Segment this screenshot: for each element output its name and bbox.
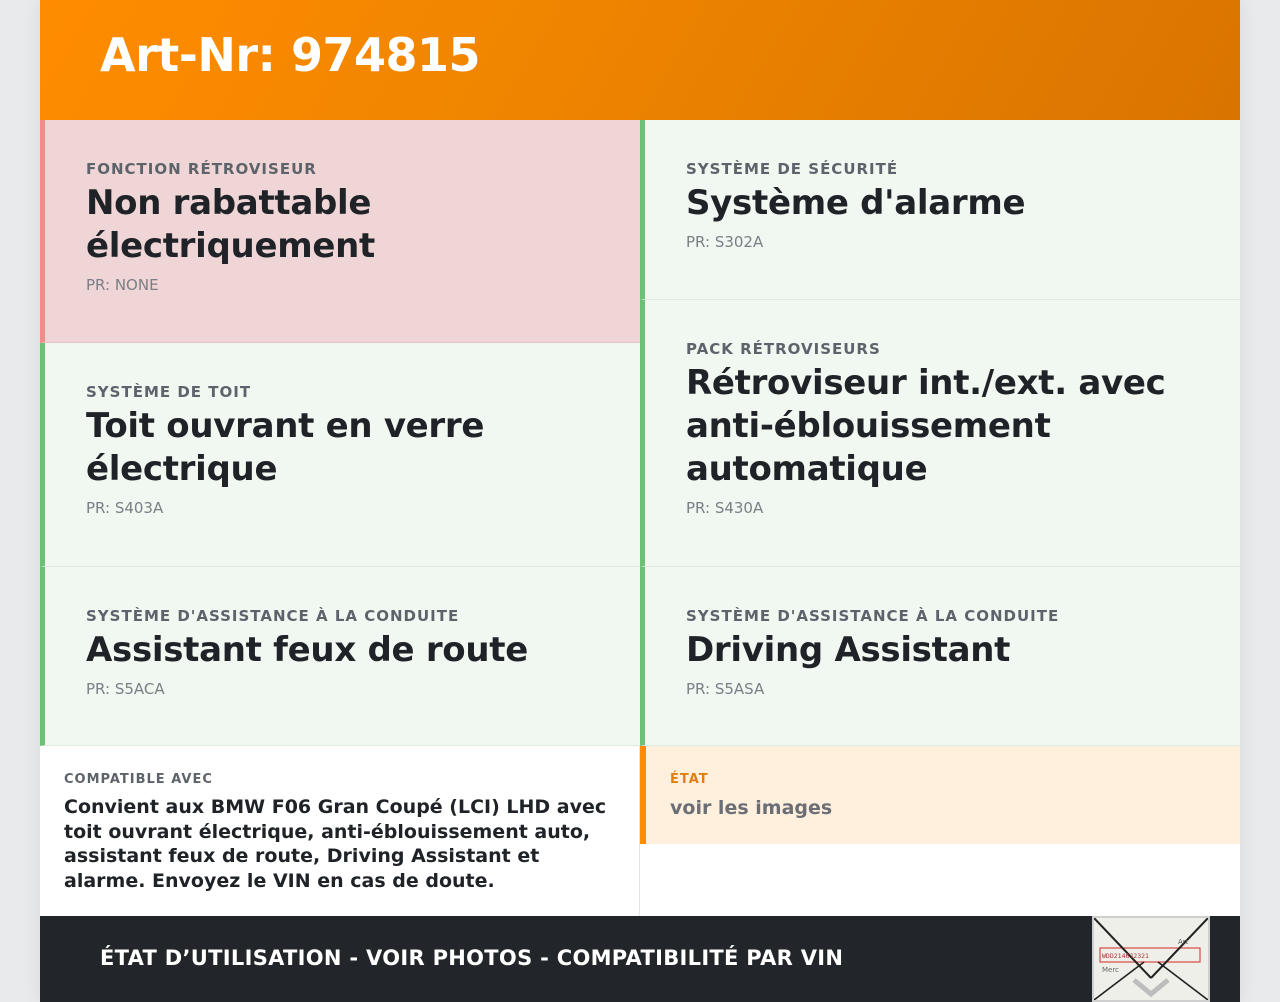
condition-text: voir les images (670, 797, 833, 819)
feature-card-security-system (640, 120, 1240, 300)
feature-card-mirror-function (40, 120, 640, 343)
feature-pr-code: PR: S5ACA (86, 680, 165, 698)
svg-text:Art: Art (1178, 938, 1189, 946)
feature-pr-code: PR: NONE (86, 276, 159, 294)
condition-label: ÉTAT (670, 772, 709, 787)
compatibility-box (40, 746, 640, 916)
feature-value: Driving Assistant (686, 630, 1011, 670)
feature-value: Non rabattable électriquement (86, 183, 375, 266)
svg-text:WDD2146J2321: WDD2146J2321 (1102, 952, 1149, 960)
header-bar (40, 0, 1240, 120)
condition-box (640, 746, 1240, 844)
feature-card-driving-assistant (640, 567, 1240, 746)
feature-card-roof-system (40, 343, 640, 567)
feature-value: Système d'alarme (686, 183, 1026, 223)
article-number-title: Art-Nr: 974815 (100, 28, 481, 82)
feature-column-right (640, 120, 1240, 746)
feature-card-mirror-pack (640, 300, 1240, 567)
feature-pr-code: PR: S302A (686, 233, 764, 251)
feature-label: SYSTÈME DE SÉCURITÉ (686, 160, 899, 178)
feature-label: SYSTÈME D'ASSISTANCE À LA CONDUITE (686, 607, 1060, 625)
footer-bar (40, 916, 1240, 1002)
feature-value: Rétroviseur int./ext. avec anti-éblouissement automatique (686, 363, 1166, 489)
feature-label: SYSTÈME D'ASSISTANCE À LA CONDUITE (86, 607, 460, 625)
compatibility-label: COMPATIBLE AVEC (64, 772, 213, 787)
compatibility-text: Convient aux BMW F06 Gran Coupé (LCI) LHD avec toit ouvrant électrique, anti-éblouissement auto, assistant feux de route, Driving Assistant et alarme. Envoyez le VIN en cas de doute. (64, 796, 607, 892)
feature-pr-code: PR: S403A (86, 499, 164, 517)
feature-grid (40, 120, 1240, 746)
product-sheet (40, 0, 1240, 1002)
feature-label: FONCTION RÉTROVISEUR (86, 160, 317, 178)
label-photo-icon (1094, 918, 1208, 1000)
feature-column-left (40, 120, 640, 746)
svg-text:Merc: Merc (1102, 966, 1119, 974)
feature-value: Toit ouvrant en verre électrique (86, 406, 485, 489)
feature-label: SYSTÈME DE TOIT (86, 383, 252, 401)
feature-pr-code: PR: S430A (686, 499, 764, 517)
footer-text: ÉTAT D’UTILISATION - VOIR PHOTOS - COMPATIBILITÉ PAR VIN (100, 946, 844, 970)
feature-pr-code: PR: S5ASA (686, 680, 765, 698)
info-section (40, 746, 1240, 916)
feature-value: Assistant feux de route (86, 630, 528, 670)
feature-label: PACK RÉTROVISEURS (686, 340, 881, 358)
feature-card-high-beam-assist (40, 567, 640, 746)
label-photo-thumbnail[interactable] (1092, 916, 1210, 1002)
